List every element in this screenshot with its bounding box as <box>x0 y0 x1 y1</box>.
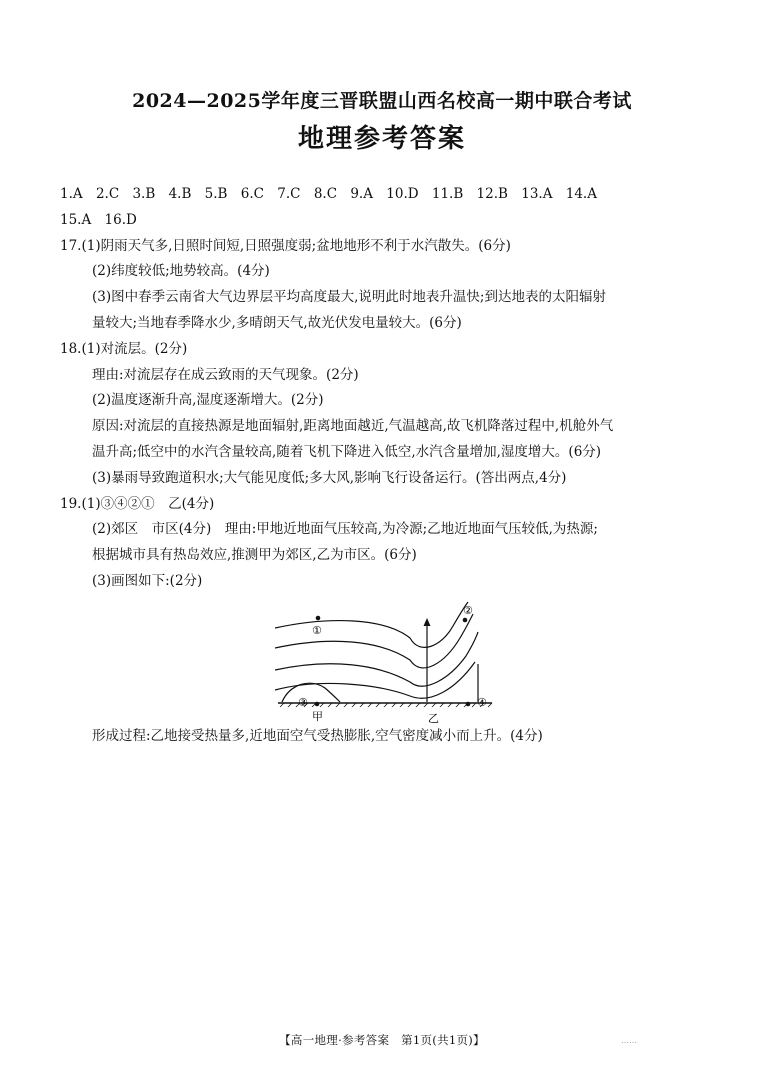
label-1: ① <box>312 624 322 637</box>
mc-answer: 7.C <box>277 186 301 202</box>
mc-answer: 5.B <box>204 186 228 202</box>
mc-answer: 2.C <box>95 186 120 202</box>
mc-answer: 16.D <box>104 211 137 228</box>
q18-line-2: 理由:对流层存在成云致雨的天气现象。(2分) <box>92 366 359 383</box>
q19-line-2: (2)郊区 市区(4分) 理由:甲地近地面气压较高,为冷源;乙地近地面气压较低,为热源; <box>92 521 598 538</box>
q19-line-4: (3)画图如下:(2分) <box>92 572 203 589</box>
mc-answer: 12.B <box>476 186 508 202</box>
point-3-dot <box>315 702 320 707</box>
isobar-line <box>275 662 475 698</box>
mc-answers-line-1 <box>60 182 720 208</box>
mc-answer: 13.A <box>521 186 553 202</box>
point-1-dot <box>316 616 321 621</box>
q17-line-4: 量较大;当地春季降水少,多晴朗天气,故光伏发电量较大。(6分) <box>92 314 462 331</box>
mc-answer: 3.B <box>132 186 156 202</box>
place-yi-label: 乙 <box>428 712 439 725</box>
place-jia-label: 甲 <box>312 710 323 723</box>
exam-title: 2024—2025学年度三晋联盟山西名校高一期中联合考试 <box>132 90 632 112</box>
label-4: ④ <box>477 696 487 709</box>
label-3: ③ <box>298 696 308 709</box>
mc-answer: 6.C <box>240 186 264 202</box>
answer-body <box>60 182 720 595</box>
point-2-dot <box>463 618 468 623</box>
label-2: ② <box>463 604 473 617</box>
mc-answers-line-2 <box>60 208 720 234</box>
q18-line-5: 温升高;低空中的水汽含量较高,随着飞机下降进入低空,水汽含量增加,湿度增大。(6分) <box>92 443 602 460</box>
q18-line-3: (2)温度逐渐升高,湿度逐渐增大。(2分) <box>92 392 324 409</box>
page-footer: 【高一地理·参考答案 第1页(共1页)】 <box>279 1033 485 1047</box>
mc-answer: 10.D <box>386 186 419 202</box>
q18-line-6: (3)暴雨导致跑道积水;大气能见度低;多大风,影响飞行设备运行。(答出两点,4分) <box>92 469 567 486</box>
q19-formation-process: 形成过程:乙地接受热量多,近地面空气受热膨胀,空气密度减小而上升。(4分) <box>92 728 543 744</box>
point-4-dot <box>466 702 471 707</box>
footer-mark: …… <box>621 1036 637 1045</box>
q19-line-1: 19.(1)③④②① 乙(4分) <box>60 495 215 512</box>
q19-line-3: 根据城市具有热岛效应,推测甲为郊区,乙为市区。(6分) <box>92 547 417 564</box>
q18-line-4: 原因:对流层的直接热源是地面辐射,距离地面越近,气温越高,故飞机降落过程中,机舱外气 <box>92 418 614 435</box>
isobar-line <box>275 614 473 668</box>
page-title: 地理参考答案 <box>297 124 466 154</box>
isobar-line <box>275 632 478 686</box>
mc-answer: 8.C <box>313 186 338 202</box>
isobar-diagram-svg <box>270 598 500 726</box>
mc-answer: 14.A <box>565 186 597 202</box>
mc-answer: 1.A <box>60 186 83 202</box>
q17-line-2: (2)纬度较低;地势较高。(4分) <box>92 263 270 280</box>
q17-line-1: 17.(1)阴雨天气多,日照时间短,日照强度弱;盆地地形不利于水汽散失。(6分) <box>60 237 511 254</box>
isobar-diagram <box>270 598 500 726</box>
isobar-line <box>275 602 468 647</box>
mc-answer: 4.B <box>168 186 192 202</box>
mc-answer: 9.A <box>350 186 373 202</box>
arrow-head-icon <box>424 618 431 626</box>
q18-line-1: 18.(1)对流层。(2分) <box>60 340 188 357</box>
q17-line-3: (3)图中春季云南省大气边界层平均高度最大,说明此时地表升温快;到达地表的太阳辐射 <box>92 289 606 306</box>
mc-answer: 15.A <box>60 211 92 228</box>
mc-answer: 11.B <box>431 186 464 202</box>
